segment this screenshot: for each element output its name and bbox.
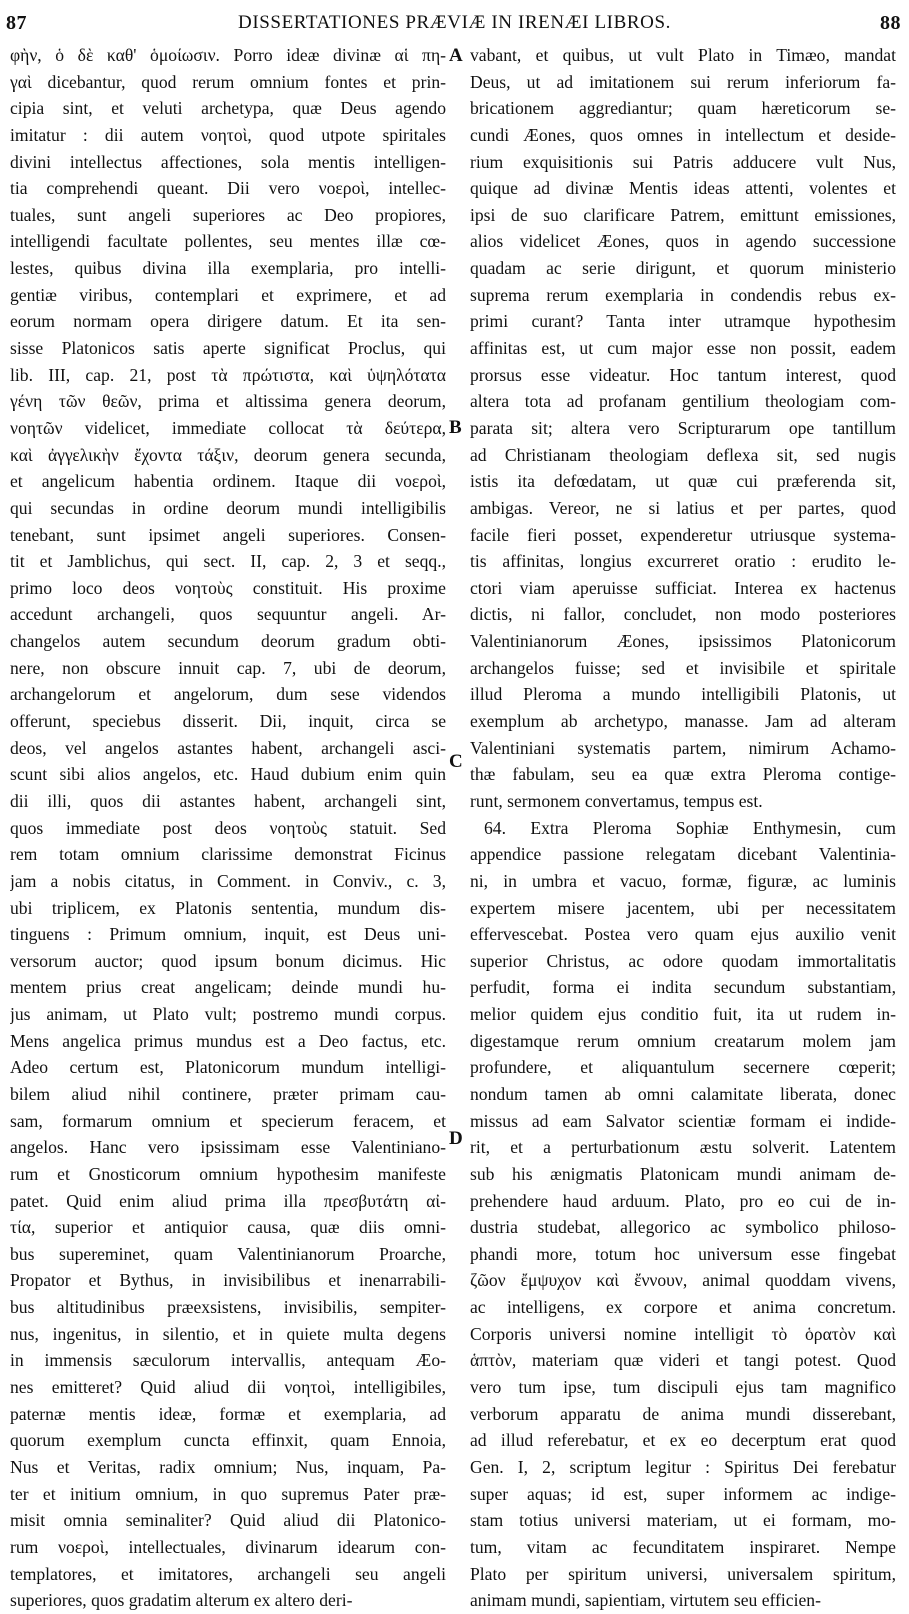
text-line: illud Pleroma a mundo intelligibili Platonis, ut (470, 684, 896, 705)
text-line: melior quidem ejus conditio fuit, ita ut rudem in- (470, 1004, 896, 1025)
text-line: tit et Jamblichus, qui sect. II, cap. 2, 3 et seqq., (10, 551, 446, 572)
text-line: nondum tamen ab omni calamitate liberata, donec (470, 1083, 896, 1104)
text-line: rem totam omnium clarissime demonstrat Ficinus (10, 844, 446, 865)
text-line: lestes, quibus divina illa exemplaria, pro intelli- (10, 258, 446, 279)
text-line: φὴν, ὁ δὲ καθ' ὁμοίωσιν. Porro ideæ divinæ αἱ πη- (10, 45, 446, 65)
text-line: imitatur : dii autem νοητοὶ, quod utpote spiritales (10, 124, 446, 145)
text-line: changelos autem secundum deorum gradum obti- (10, 631, 446, 652)
text-line: rium exquisitionis sui Patris adducere vult Nus, (470, 151, 896, 172)
text-line: altera tota ad profanam gentilium theologiam com- (470, 391, 896, 412)
text-line: ad illud referebatur, et ex eo decerptum erat quod (470, 1430, 896, 1451)
text-line: ctori viam aperuisse sufficiat. Interea ex hactenus (470, 577, 896, 598)
text-line: gentiæ viribus, contemplari et exprimere, et ad (10, 284, 446, 305)
text-line: divini intellectus affectiones, sola mentis intelligen- (10, 151, 446, 172)
text-line: quique ad divinæ Mentis ideas attenti, volentes et (470, 178, 896, 199)
text-line: suprema rerum exemplaria in condendis rebus ex- (470, 284, 896, 305)
text-line: facile fieri posset, expenderetur utriusque systema- (470, 524, 896, 545)
text-line: Valentinianorum Æones, ipsissimos Platonicorum (470, 631, 896, 652)
text-line: rit, et a perturbationum æstu solverit. Latentem (470, 1137, 896, 1158)
text-line: γένη τῶν θεῶν, prima et altissima genera deorum, (10, 391, 446, 412)
text-line: bus supereminet, quam Valentinianorum Proarche, (10, 1243, 446, 1264)
text-line: nus, ingenitus, in silentio, et in quiete multa degens (10, 1323, 446, 1344)
text-line: jus animam, ut Plato vult; postremo mundi corpus. (10, 1004, 446, 1025)
text-line: 64. Extra Pleroma Sophiæ Enthymesin, cum (484, 817, 896, 838)
text-line: superior Christus, ac odore quodam immortalitatis (470, 950, 896, 971)
text-line: runt, sermonem convertamus, tempus est. (470, 790, 763, 811)
text-line: τία, superior et antiquior causa, quæ diis omni- (10, 1217, 446, 1238)
text-line: Gen. I, 2, scriptum legitur : Spiritus Dei ferebatur (470, 1456, 896, 1477)
text-line: Nus et Veritas, radix omnium; Nus, inquam, Pa- (10, 1456, 446, 1477)
text-line: parata sit; altera vero Scripturarum ope tantillum (470, 417, 896, 438)
text-line: Deus, ut ad imitationem sui rerum inferiorum fa- (470, 71, 896, 92)
text-line: Corporis universi nomine intelligit τὸ ὁρατὸν καὶ (470, 1323, 896, 1344)
margin-marker-a: A (449, 45, 463, 66)
text-line: quadam ac serie dirigunt, et quorum ministerio (470, 258, 896, 279)
text-line: tis affinitas, longius excurreret oratio : erudito le- (470, 551, 896, 572)
text-line: ad Christianam theologiam deflexa sit, sed nugis (470, 444, 896, 465)
margin-marker-c: C (449, 751, 463, 772)
text-line: eorum normam opera dirigere datum. Et ita sen- (10, 311, 446, 332)
text-line: ter et initium omnium, in quo supremus Pater præ- (10, 1483, 446, 1504)
text-line: intelligendi facultate pollentes, seu mentes illæ cœ- (10, 231, 446, 252)
text-line: angelos. Hanc vero ipsissimam esse Valentiniano- (10, 1137, 446, 1158)
text-line: verborum apparatu de anima mundi disserebant, (470, 1403, 896, 1424)
text-line: versorum auctor; quod ipsum bonum dicimus. Hic (10, 950, 446, 971)
text-line: ἁπτὸν, materiam quæ videri et tangi potest. Quod (470, 1350, 896, 1371)
text-line: exemplum ab archetypo, manasse. Jam ad alteram (470, 711, 896, 732)
right-column (470, 42, 896, 1614)
text-line: Plato per spiritum universi, universalem spiritum, (470, 1563, 896, 1584)
margin-marker-b: B (449, 417, 462, 438)
text-line: jam a nobis citatus, in Comment. in Conviv., c. 3, (10, 870, 446, 891)
page-number-left: 87 (6, 12, 27, 34)
text-line: appendice passione relegatam dicebant Valentinia- (470, 844, 896, 865)
text-line: profundere, et aliquantulum secernere cœperit; (470, 1057, 896, 1078)
text-line: tenebant, sunt ipsimet angeli superiores. Consen- (10, 524, 446, 545)
page-number-right: 88 (880, 12, 901, 34)
text-line: effervescebat. Postea vero quam ejus auxilio venit (470, 924, 896, 945)
text-line: archangelos fuisse; sed et invisibile et spiritale (470, 657, 896, 678)
running-title: DISSERTATIONES PRÆVIÆ IN IRENÆI LIBROS. (238, 12, 671, 33)
text-line: vabant, et quibus, ut vult Plato in Timæo, mandat (470, 45, 896, 65)
text-line: bilem aliud nihil continere, præter primam cau- (10, 1083, 446, 1104)
text-line: lib. III, cap. 21, post τὰ πρώτιστα, καὶ ὑψηλότατα (10, 364, 446, 385)
text-line: Mens angelica primus mundus est a Deo factus, etc. (10, 1030, 446, 1051)
text-line: καὶ ἀγγελικὴν ἔχοντα τάξιν, deorum genera secunda, (10, 444, 446, 465)
text-line: scunt sibi alios angelos, etc. Haud dubium enim quin (10, 764, 446, 785)
text-line: dustria studebat, allegorico ac symbolico philoso- (470, 1217, 896, 1238)
text-line: ac intelligens, ex corpore et anima concretum. (470, 1297, 896, 1318)
text-line: patet. Quid enim aliud prima illa πρεσβυτάτη αἰ- (10, 1190, 446, 1211)
text-line: paternæ mentis ideæ, formæ et exemplaria, ad (10, 1403, 446, 1424)
text-line: nes emitteret? Quid aliud dii νοητοὶ, intelligibiles, (10, 1377, 446, 1398)
text-line: prehendere haud arduum. Plato, pro eo cui de in- (470, 1190, 896, 1211)
text-line: affinitas est, ut cum major esse non possit, eadem (470, 338, 896, 359)
text-line: dictis, ni fallor, concludet, non modo posteriores (470, 604, 896, 625)
text-line: phandi more, totum hoc universum esse fingebat (470, 1243, 896, 1264)
text-line: quorum exemplum cuncta effinxit, quam Ennoia, (10, 1430, 446, 1451)
text-line: animam mundi, sapientiam, virtutem seu efficien- (470, 1590, 821, 1611)
text-line: ubi triplicem, ex Platonis sententia, mundum dis- (10, 897, 446, 918)
text-line: sisse Platonicos satis aperte significat Proclus, qui (10, 338, 446, 359)
text-line: accedunt archangeli, quos sequuntur angeli. Ar- (10, 604, 446, 625)
text-line: rum νοεροὶ, intellectuales, divinarum idearum con- (10, 1536, 446, 1557)
margin-marker-d: D (449, 1128, 463, 1149)
text-line: γαὶ dicebantur, quod rerum omnium fontes et prin- (10, 71, 446, 92)
text-line: digestamque rerum omnium creatarum molem jam (470, 1030, 896, 1051)
text-line: in immensis sæculorum intervallis, antequam Æo- (10, 1350, 446, 1371)
text-line: mentem prius creat angelicam; deinde mundi hu- (10, 977, 446, 998)
text-line: dii illi, quos dii astantes habent, archangeli sint, (10, 790, 446, 811)
text-line: missus ad eam Salvator scientiæ formam ei indide- (470, 1110, 896, 1131)
text-line: rum et Gnosticorum omnium hypothesim manifeste (10, 1163, 446, 1184)
text-line: ni, in umbra et vacuo, formæ, figuræ, ac luminis (470, 870, 896, 891)
text-line: νοητῶν videlicet, immediate collocat τὰ δεύτερα, (10, 417, 446, 438)
text-line: nere, non obscure innuit cap. 7, ubi de deorum, (10, 657, 446, 678)
text-line: bricationem aggrediantur; quam hæreticorum se- (470, 98, 896, 119)
text-line: qui secundas in ordine deorum mundi intelligibilis (10, 497, 446, 518)
text-line: ambigas. Vereor, ne si latius et per partes, quod (470, 497, 896, 518)
text-line: tinguens : Primum omnium, inquit, est Deus uni- (10, 924, 446, 945)
text-line: primo loco deos νοητοὺς constituit. His proxime (10, 577, 446, 598)
text-line: tum, vitam ac fecunditatem inspiraret. Nempe (470, 1536, 896, 1557)
text-line: stam totius universi materiam, ut ei formam, mo- (470, 1510, 896, 1531)
text-line: misit omnia seminaliter? Quid aliud dii Platonico- (10, 1510, 446, 1531)
text-line: ipsi de suo clarificare Patrem, emittunt emissiones, (470, 204, 896, 225)
text-line: quos immediate post deos νοητοὺς statuit. Sed (10, 817, 446, 838)
text-line: sam, formarum omnium et specierum feracem, et (10, 1110, 446, 1131)
text-line: perfudit, forma ei indita secundum substantiam, (470, 977, 896, 998)
text-line: primi curant? Tanta inter utramque hypothesim (470, 311, 896, 332)
text-line: et angelicum habentia ordinem. Itaque dii νοεροὶ, (10, 471, 446, 492)
text-line: cipia sint, et veluti archetypa, quæ Deus agendo (10, 98, 446, 119)
text-line: alios videlicet Æones, quos in agendo successione (470, 231, 896, 252)
text-line: super aquas; id est, super informem ac indige- (470, 1483, 896, 1504)
text-line: bus altitudinibus præexsistens, invisibilis, sempiter- (10, 1297, 446, 1318)
text-line: Adeo certum est, Platonicorum mundum intelligi- (10, 1057, 446, 1078)
text-line: superiores, quos gradatim alterum ex altero deri- (10, 1590, 353, 1611)
text-line: tia comprehendi queant. Dii vero νοεροὶ, intellec- (10, 178, 446, 199)
text-line: istis ita defœdatam, ut quæ cui præferenda sit, (470, 471, 896, 492)
text-line: sub his ænigmatis Platonicam mundi animam de- (470, 1163, 896, 1184)
text-line: prorsus esse videatur. Hoc tantum interest, quod (470, 364, 896, 385)
text-line: ζῶον ἔμψυχον καὶ ἔννουν, animal quoddam vivens, (470, 1270, 896, 1291)
page-header (0, 0, 909, 40)
text-line: cundi Æones, quos omnes in intellectum et deside- (470, 124, 896, 145)
text-line: templatores, et imitatores, archangeli seu angeli (10, 1563, 446, 1584)
text-line: Valentiniani systematis partem, nimirum Achamo- (470, 737, 896, 758)
text-line: tuales, sunt angeli superiores ac Deo propiores, (10, 204, 446, 225)
text-line: vero tum ipse, tum discipuli ejus tam magnifico (470, 1377, 896, 1398)
text-line: Propator et Bythus, in invisibilibus et inenarrabili- (10, 1270, 446, 1291)
text-line: thæ fabulam, seu ea quæ extra Pleroma contige- (470, 764, 896, 785)
left-column (10, 42, 446, 1614)
text-line: expertem misere jacentem, ubi per necessitatem (470, 897, 896, 918)
text-line: offerunt, speciebus disserit. Dii, inquit, circa se (10, 711, 446, 732)
text-line: archangelorum et angelorum, dum sese videndos (10, 684, 446, 705)
text-line: deos, vel angelos astantes habent, archangeli asci- (10, 737, 446, 758)
